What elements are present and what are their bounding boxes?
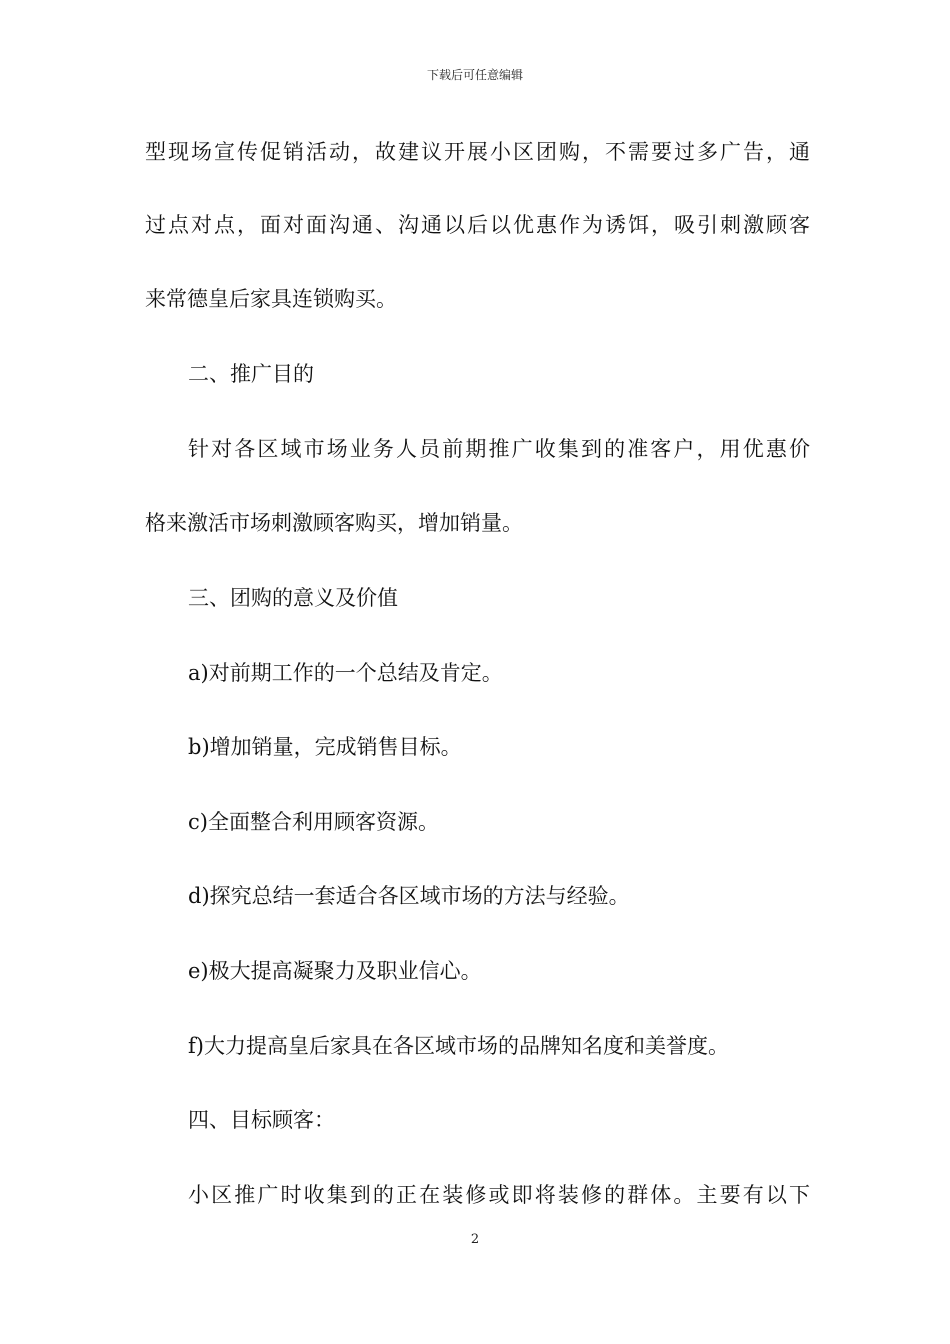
list-item-b: b)增加销量，完成销售目标。: [188, 735, 462, 759]
page-header: 下载后可任意编辑: [426, 68, 523, 82]
section-heading-3: 三、团购的意义及价值: [188, 586, 398, 610]
list-item-e: e)极大提高凝聚力及职业信心。: [188, 959, 482, 983]
list-item-c: c)全面整合利用顾客资源。: [188, 810, 439, 834]
paragraph-line-6: 格来激活市场刺激顾客购买，增加销量。: [145, 511, 523, 535]
page-number: 2: [470, 1232, 480, 1247]
paragraph-line-2: 过点对点，面对面沟通、沟通以后以优惠作为诱饵，吸引刺激顾客: [145, 213, 810, 237]
paragraph-line-5: 针对各区域市场业务人员前期推广收集到的准客户，用优惠价: [188, 437, 810, 461]
list-item-d: d)探究总结一套适合各区域市场的方法与经验。: [188, 884, 630, 908]
paragraph-line-3: 来常德皇后家具连锁购买。: [145, 287, 397, 311]
section-heading-2: 二、推广目的: [188, 362, 314, 386]
section-heading-4: 四、目标顾客：: [188, 1108, 335, 1132]
paragraph-line-15: 小区推广时收集到的正在装修或即将装修的群体。主要有以下: [188, 1183, 810, 1207]
list-item-f: f)大力提高皇后家具在各区域市场的品牌知名度和美誉度。: [188, 1034, 729, 1058]
paragraph-line-1: 型现场宣传促销活动，故建议开展小区团购，不需要过多广告，通: [145, 140, 810, 164]
list-item-a: a)对前期工作的一个总结及肯定。: [188, 661, 503, 685]
